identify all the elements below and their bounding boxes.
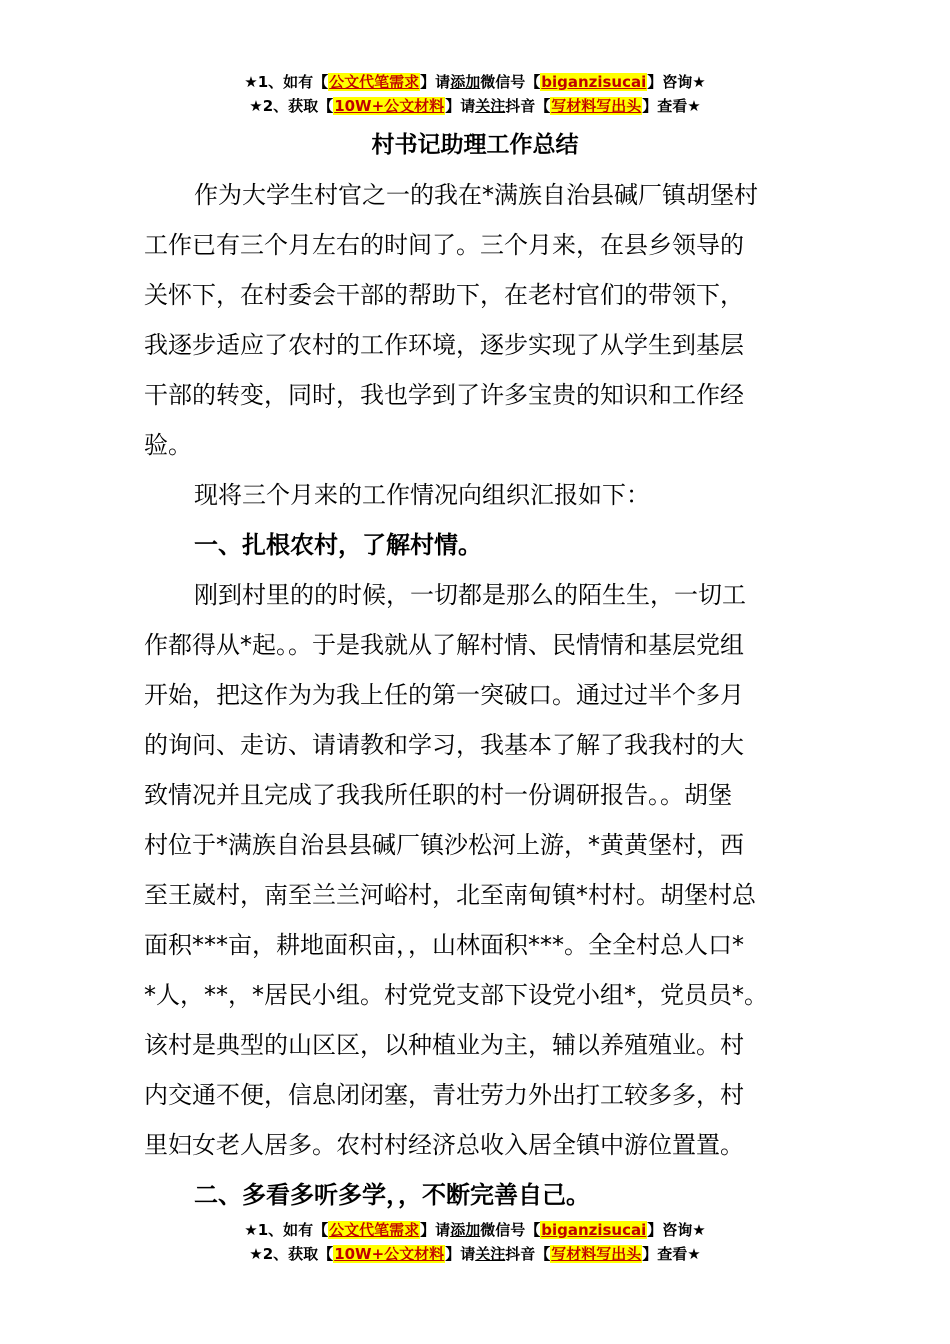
paragraph-line: 作都得从*起。。于是我就从了解村情、民情情和基层党组 bbox=[144, 631, 744, 659]
promo-text: 抖音【 bbox=[505, 1245, 551, 1263]
paragraph-line: 关怀下，在村委会干部的帮助下，在老村官们的带领下， bbox=[144, 281, 744, 309]
paragraph-line: 内交通不便，信息闭闭塞，青壮劳力外出打工较多多，村 bbox=[144, 1081, 744, 1109]
promo-douyin-id: 写材料写出头 bbox=[551, 97, 642, 115]
promo-line-1 bbox=[0, 70, 950, 94]
promo-line-1 bbox=[0, 1218, 950, 1242]
paragraph-line: 我逐步适应了农村的工作环境，逐步实现了从学生到基层 bbox=[144, 331, 744, 359]
page-title: 村书记助理工作总结 bbox=[371, 132, 579, 158]
promo-wechat-id: biganzisucai bbox=[541, 73, 647, 91]
header-promo bbox=[0, 70, 950, 118]
paragraph-line: 村位于*满族自治县县碱厂镇沙松河上游，*黄黄堡村，西 bbox=[144, 831, 744, 859]
promo-underline: 关注 bbox=[475, 1245, 506, 1263]
promo-text: 】查看★ bbox=[642, 1245, 701, 1263]
paragraph-line: 该村是典型的山区区，以种植业为主，辅以养殖殖业。村 bbox=[144, 1031, 744, 1059]
promo-underline: 添加 bbox=[450, 73, 481, 91]
promo-douyin-id: 写材料写出头 bbox=[551, 1245, 642, 1263]
promo-text: ★1、如有【 bbox=[244, 73, 329, 91]
paragraph-line: 工作已有三个月左右的时间了。三个月来，在县乡领导的 bbox=[144, 231, 744, 259]
paragraph-line: 至王崴村，南至兰兰河峪村，北至南甸镇*村村。胡堡村总 bbox=[144, 881, 756, 909]
paragraph-line: 刚到村里的的时候，一切都是那么的陌生生，一切工 bbox=[194, 581, 746, 609]
promo-line-2 bbox=[0, 1242, 950, 1266]
promo-highlight: 10W+公文材料 bbox=[334, 1245, 445, 1263]
promo-wechat-id: biganzisucai bbox=[541, 1221, 647, 1239]
paragraph-line: 现将三个月来的工作情况向组织汇报如下： bbox=[194, 481, 650, 509]
paragraph-line: 面积***亩，耕地面积亩，，山林面积***。全全村总人口* bbox=[144, 931, 744, 959]
promo-highlight: 公文代笔需求 bbox=[329, 73, 420, 91]
paragraph-line: 干部的转变，同时，我也学到了许多宝贵的知识和工作经 bbox=[144, 381, 744, 409]
document-body bbox=[144, 170, 824, 1220]
promo-text: ★2、获取【 bbox=[249, 1245, 334, 1263]
paragraph-line: 致情况并且完成了我我所任职的村一份调研报告。。胡堡 bbox=[144, 781, 732, 809]
promo-text: 微信号【 bbox=[480, 73, 541, 91]
promo-text: 抖音【 bbox=[505, 97, 551, 115]
promo-text: 】查看★ bbox=[642, 97, 701, 115]
promo-text: ★2、获取【 bbox=[249, 97, 334, 115]
promo-highlight: 10W+公文材料 bbox=[334, 97, 445, 115]
section-heading: 二、多看多听多学，，不断完善自己。 bbox=[194, 1181, 590, 1209]
promo-text: 】请 bbox=[445, 97, 476, 115]
paragraph-line: *人，**，*居民小组。村党党支部下设党小组*，党员员*。 bbox=[144, 981, 768, 1009]
promo-underline: 添加 bbox=[450, 1221, 481, 1239]
paragraph-line: 开始，把这作为为我上任的第一突破口。通过过半个多月 bbox=[144, 681, 744, 709]
promo-text: 】请 bbox=[420, 1221, 451, 1239]
paragraph-line: 里妇女老人居多。农村村经济总收入居全镇中游位置置。 bbox=[144, 1131, 744, 1159]
promo-text: 】请 bbox=[445, 1245, 476, 1263]
promo-text: 微信号【 bbox=[480, 1221, 541, 1239]
footer-promo bbox=[0, 1218, 950, 1266]
promo-text: 】咨询★ bbox=[647, 73, 706, 91]
promo-underline: 关注 bbox=[475, 97, 506, 115]
promo-text: 】咨询★ bbox=[647, 1221, 706, 1239]
paragraph-line: 作为大学生村官之一的我在*满族自治县碱厂镇胡堡村 bbox=[194, 181, 758, 209]
promo-text: 】请 bbox=[420, 73, 451, 91]
section-heading: 一、扎根农村，了解村情。 bbox=[194, 531, 482, 559]
promo-line-2 bbox=[0, 94, 950, 118]
promo-highlight: 公文代笔需求 bbox=[329, 1221, 420, 1239]
paragraph-line: 的询问、走访、请请教和学习，我基本了解了我我村的大 bbox=[144, 731, 744, 759]
promo-text: ★1、如有【 bbox=[244, 1221, 329, 1239]
paragraph-line: 验。 bbox=[144, 431, 192, 459]
